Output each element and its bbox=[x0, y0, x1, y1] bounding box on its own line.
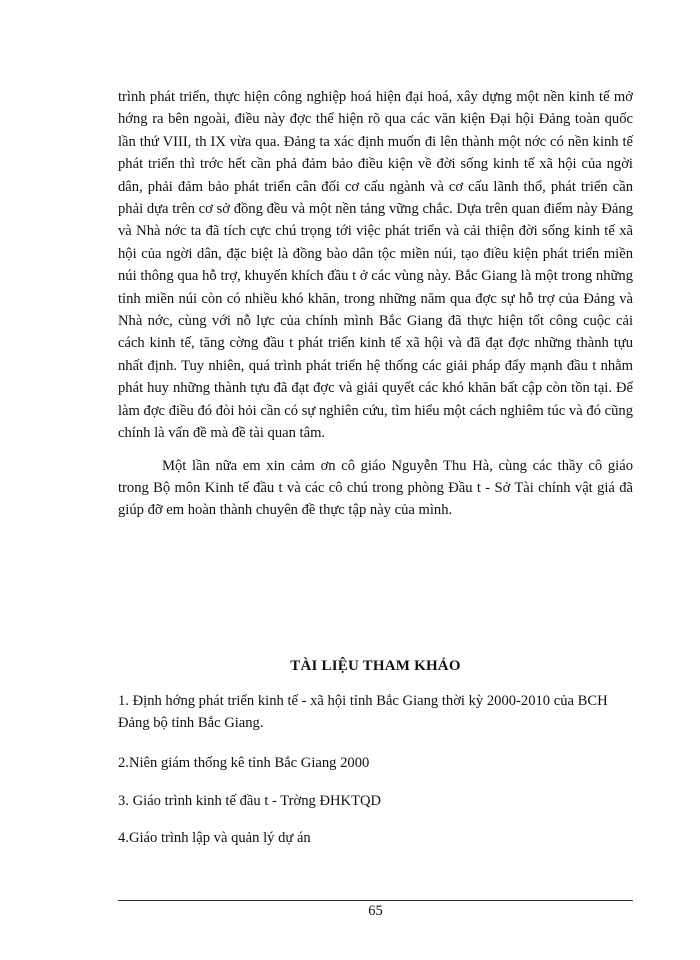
page-number: 65 bbox=[368, 903, 383, 919]
reference-item: 1. Định hớng phát triển kinh tế - xã hội tỉnh Bắc Giang thời kỳ 2000-2010 của BCH Đảng bộ tỉnh Bắc Giang. bbox=[118, 693, 608, 731]
acknowledgement-paragraph: Một lần nữa em xin cảm ơn cô giáo Nguyễn Thu Hà, cùng các thầy cô giáo trong Bộ môn Kinh tế đầu t và các cô chú trong phòng Đầu t - Sở Tài chính vật giá đã giúp đỡ em hoàn thành chuyên đề thực tập này của mình. bbox=[118, 457, 633, 519]
reference-item: 3. Giáo trình kinh tế đầu t - Trờng ĐHKTQD bbox=[118, 793, 382, 809]
reference-item: 2.Niên giám thống kê tỉnh Bắc Giang 2000 bbox=[118, 755, 370, 771]
body-text bbox=[118, 86, 633, 522]
body-paragraph: trình phát triển, thực hiện công nghiệp hoá hiện đại hoá, xây dựng một nền kinh tế mở hớng ra bên ngoài, điều này đợc thể hiện rõ qua các văn kiện Đại hội Đảng toàn quốc lần thứ VIII, th IX vừa qua. Đảng ta xác định muốn đi lên thành một nớc có nền kinh tế phát triển thì trớc hết cần phả đảm bảo điều kiện về đời sống kinh tế xã hội của ngời dân, phải đảm bảo phát triển cân đối cơ cấu ngành và cơ cấu lãnh thổ, phát triển cần phải dựa trên cơ sở đồng đều và một nền tảng vững chắc. Dựa trên quan điểm này Đảng và Nhà nớc ta đã tích cực chú trọng tới việc phát triển và cải thiện đời sống kinh tế xã hội của ngời dân, đặc biệt là đồng bào dân tộc miền núi, tạo điều kiện phát triển miền núi thông qua hỗ trợ, khuyến khích đầu t ở các vùng này. Bắc Giang là một trong những tỉnh miền núi còn có nhiều khó khăn, trong những năm qua đợc sự hỗ trợ của Đảng và Nhà nớc, cùng với nỗ lực của chính mình Bắc Giang đã thực hiện tốt công cuộc cải cách kinh tế, tăng cờng đầu t phát triển kinh tế xã hội và đã đạt đợc những thành tựu nhất định. Tuy nhiên, quá trình phát triển hệ thống các giải pháp đẩy mạnh đầu t nhằm phát huy những thành tựu đã đạt đợc và giải quyết các khó khăn bất cập còn tồn tại. Để làm đợc điều đó đòi hỏi cần có sự nghiên cứu, tìm hiểu một cách nghiêm túc và đó cũng chính là vấn đề mà đề tài quan tâm. bbox=[118, 89, 633, 442]
references-title: TÀI LIỆU THAM KHẢO bbox=[290, 658, 461, 674]
reference-item: 4.Giáo trình lập và quản lý dự án bbox=[118, 830, 311, 846]
references-list bbox=[118, 690, 633, 846]
footer-divider bbox=[118, 900, 633, 901]
